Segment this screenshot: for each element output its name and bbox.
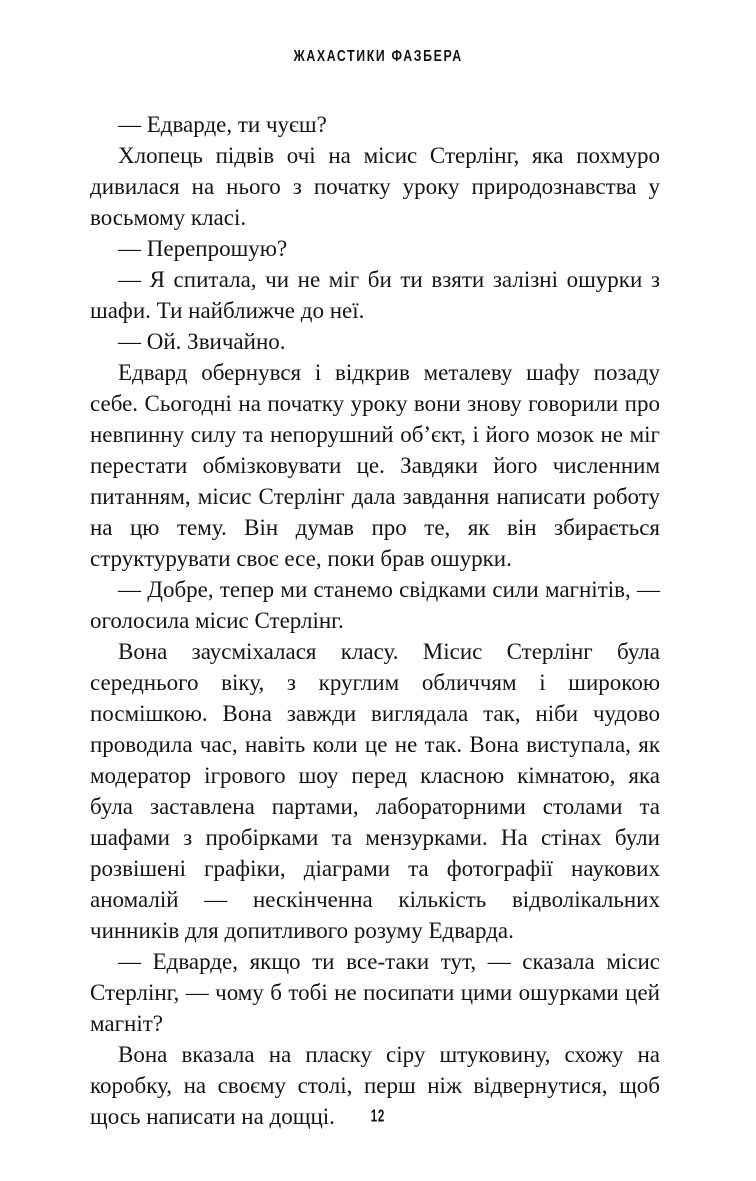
page-number-value: 12	[370, 1107, 386, 1126]
running-head-title: ЖАХАСТИКИ ФАЗБЕРА	[293, 47, 463, 66]
body-text	[90, 109, 660, 1132]
running-head	[0, 48, 756, 66]
paragraph: Едвард обернувся і відкрив металеву шафу позаду себе. Сьогодні на початку уроку вони знову говорили про невпинну силу та непорушний об’єкт, і його мозок не міг перестати обмізковувати це. Завдяки його численним питанням, місис Стерлінг дала завдання написати роботу на цю тему. Він думав про те, як він збирається структурувати своє есе, поки брав ошурки.	[90, 360, 660, 571]
paragraph: — Я спитала, чи не міг би ти взяти залізні ошурки з шафи. Ти найближче до неї.	[90, 267, 660, 323]
paragraph: — Добре, тепер ми станемо свідками сили магнітів, — оголосила місис Стерлінг.	[90, 577, 660, 633]
paragraph: — Перепрошую?	[118, 236, 288, 261]
page-number	[0, 1108, 756, 1126]
paragraph: Вона вказала на пласку сіру штуковину, схожу на коробку, на своєму столі, перш ніж відвернутися, щоб щось написати на дощці.	[90, 1042, 660, 1129]
paragraph: — Едварде, якщо ти все-таки тут, — сказала місис Стерлінг, — чому б тобі не посипати цими ошурками цей магніт?	[90, 949, 660, 1036]
paragraph: Хлопець підвів очі на місис Стерлінг, яка похмуро дивилася на нього з початку уроку природознавства у восьмому класі.	[90, 143, 660, 230]
paragraph: Вона заусміхалася класу. Місис Стерлінг була середнього віку, з круглим обличчям і широкою посмішкою. Вона завжди виглядала так, ніби чудово проводила час, навіть коли це не так. Вона виступала, як модератор ігрового шоу перед класною кімнатою, яка була заставлена партами, лабораторними столами та шафами з пробірками та мензурками. На стінах були розвішені графіки, діаграми та фотографії наукових аномалій — нескінченна кількість відволікальних чинників для допитливого розуму Едварда.	[90, 639, 660, 943]
paragraph: — Ой. Звичайно.	[118, 329, 286, 354]
paragraph: — Едварде, ти чуєш?	[118, 112, 327, 137]
